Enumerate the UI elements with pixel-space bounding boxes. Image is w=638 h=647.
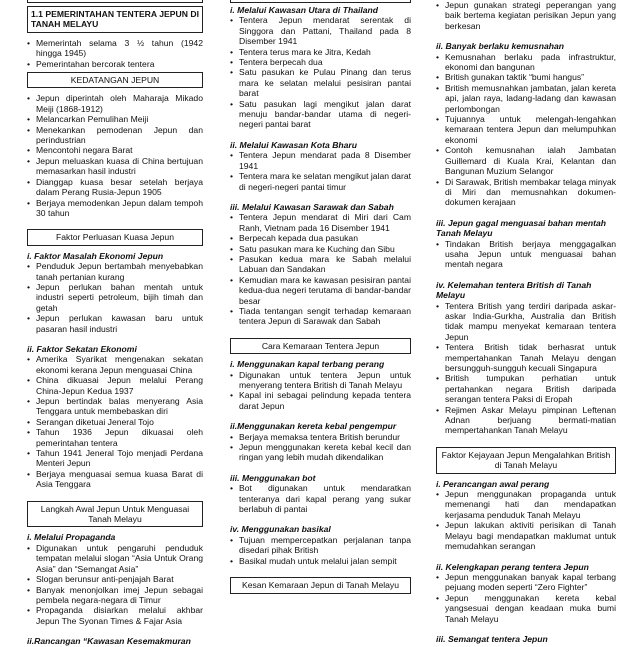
top-heading-box [27,0,203,3]
sarawak-title: iii. Melalui Kawasan Sarawak dan Sabah [230,201,394,212]
list-item: • Digunakan untuk pengaruhi penduduk tempatan melalui slogan “Asia Untuk Orang Asia” dan “Semangat Asia” [27,543,203,574]
list-item: • British tumpukan perhatian untuk pertahankan negara British daripada serangan tentera Paksi di Eropah [436,373,616,404]
top-list [436,0,616,31]
list-item: • Jepun perlukan bahan mentah untuk industri seperti petroleum, bijih timah dan getah [27,282,203,313]
list-item: • Jepun menggunakan kereta kebal kecil dan ringan yang lebih mudah dikendalikan [230,442,411,463]
list-item: • Penduduk Jepun bertambah menyebabkan tanah pertanian kurang [27,261,203,282]
column-1 [27,0,203,647]
column-3 [436,0,616,644]
bot-list [230,483,411,514]
list-item: • Tujuannya untuk melengah-lengahkan kemaraan tentera Jepun dan melumpuhkan ekonomi [436,114,616,145]
bot-title: iii. Menggunakan bot [230,472,316,483]
faktor-ekonomi-title: i. Faktor Masalah Ekonomi Jepun [27,250,164,261]
list-item: • Jepun bertindak balas menyerang Asia Tenggara untuk membebaskan diri [27,396,203,417]
list-item: • Dianggap kuasa besar setelah berjaya dalam Perang Rusia-Jepun 1905 [27,177,203,198]
list-item: • China dikuasai Jepun melalui Perang China-Jepun Kedua 1937 [27,375,203,396]
propaganda-list [27,543,203,626]
list-item: • Jepun gunakan strategi peperangan yang baik bertema kegiatan perisikan Jepun yang berkesan [436,0,616,31]
list-item: • Kemudian mara ke kawasan pesisiran pantai kedua-dua negeri terutama di bandar-bandar besar [230,275,411,306]
langkah-title: Langkah Awal Jepun Untuk Menguasai Tanah Melayu [27,501,203,528]
list-item: • Melancarkan Pemulihan Meiji [27,114,203,124]
list-item: • Satu pasukan ke Pulau Pinang dan terus mara ke selatan melalui pesisiran pantai barat [230,67,411,98]
kesan-title: Kesan Kemaraan Jepun di Tanah Melayu [230,577,411,593]
list-item: • Serangan diketuai Jeneral Tojo [27,417,203,427]
list-item: • Jepun menggunakan propaganda untuk memenangi hati dan mendapatkan kerjasama penduduk Tanah Melayu [436,489,616,520]
section-title-box [27,6,203,33]
list-item: • Basikal mudah untuk melalui jalan sempit [230,556,411,566]
perang-title: i. Menggunakan kapal terbang perang [230,359,385,370]
list-item: • Slogan berunsur anti-penjajah Barat [27,574,203,584]
list-item: • Jepun diperintah oleh Maharaja Mikado Meiji (1868-1912) [27,93,203,114]
list-item: • Berjaya menguasai semua kuasa Barat di Asia Tenggara [27,469,203,490]
list-item: • Jepun perlukan kawasan baru untuk pasaran hasil industri [27,313,203,334]
list-item: • Tentera berpecah dua [230,57,411,67]
kelengkapan-list [436,572,616,624]
list-item: • Banyak menonjolkan imej Jepun sebagai pembela negara-negara di Timur [27,585,203,606]
list-item: • Menekankan pemodenan Jepun dan perindustrian [27,125,203,146]
list-item: • Mencontohi negara Barat [27,145,203,155]
list-item: • Tentera terus mara ke Jitra, Kedah [230,47,411,57]
list-item: • Tujuan mempercepatkan perjalanan tanpa disedari pihak British [230,535,411,556]
list-item: • Tahun 1936 Jepun dikuasai oleh pemerintahan tentera [27,427,203,448]
faktor-ekonomi-list [27,261,203,334]
list-item: • Kemusnahan berlaku pada infrastruktur, ekonomi dan bangunan [436,52,616,73]
intro-list [27,38,203,69]
rancangan-title: ii.Rancangan “Kawasan Kesemakmuran [27,636,191,647]
list-item: • Jepun menggunakan kereta kebal yangsesuai dengan keadaan muka bumi Tanah Melayu [436,593,616,624]
propaganda-title: i. Melalui Propaganda [27,532,116,543]
kota-bharu-title: ii. Melalui Kawasan Kota Bharu [230,139,358,150]
list-item: • Amerika Syarikat mengenakan sekatan ekonomi kerana Jepun menguasai China [27,354,203,375]
kedatangan-title: KEDATANGAN JEPUN [27,72,203,88]
list-item: • Tentera Jepun mendarat pada 8 Disember 1941 [230,150,411,171]
list-item: • Propaganda disiarkan melalui akhbar Jepun The Syonan Times & Fajar Asia [27,605,203,626]
cara-title: Cara Kemaraan Tentera Jepun [230,338,411,354]
kelemahan-title: iv. Kelemahan tentera British di Tanah Melayu [436,279,592,301]
list-item: • Memerintah selama 3 ½ tahun (1942 hingga 1945) [27,38,203,59]
sekatan-title: ii. Faktor Sekatan Ekonomi [27,343,137,354]
section-title: 1.1 PEMERINTAHAN TENTERA JEPUN DI TANAH MELAYU [31,9,199,30]
list-item: • Berpecah kepada dua pasukan [230,233,411,243]
list-item: • Tiada tentangan sengit terhadap kemaraan tentera Jepun di Sarawak dan Sabah [230,306,411,327]
basikal-title: iv. Menggunakan basikal [230,524,331,535]
kejayaan-title: Faktor Kejayaan Jepun Mengalahkan British di Tanah Melayu [436,447,616,474]
kebal-list [230,432,411,463]
perancangan-list [436,489,616,551]
list-item: • Tentera Jepun mendarat di Miri dari Cam Ranh, Vietnam pada 16 Disember 1941 [230,212,411,233]
kota-bharu-list [230,150,411,192]
list-item: • Bot digunakan untuk mendaratkan tenteranya dari kapal perang yang sukar berlabuh di pantai [230,483,411,514]
list-item: • Pasukan kedua mara ke Sabah melalui Labuan dan Sandakan [230,254,411,275]
list-item: • Rejimen Askar Melayu pimpinan Leftenan Adnan berjuang bermati-matian mempertahankan Tanah Melayu [436,405,616,436]
list-item: • Kapal ini sebagai pelindung kepada tentera darat Jepun [230,390,411,411]
perang-list [230,370,411,412]
kelemahan-list [436,301,616,436]
list-item: • British memusnahkan jambatan, jalan kereta api, jalan raya, ladang-ladang dan kawasan perlombongan [436,83,616,114]
list-item: • British gunakan taktik “bumi hangus” [436,72,616,82]
gagal-list [436,239,616,270]
kedatangan-list [27,93,203,218]
utara-title: i. Melalui Kawasan Utara di Thailand [230,5,379,15]
list-item: • Jepun lakukan aktiviti perisikan di Tanah Melayu bagi mendapatkan maklumat untuk memudahkan serangan [436,520,616,551]
utara-list [230,15,411,129]
basikal-list [230,535,411,566]
banyak-list [436,52,616,208]
list-item: • Digunakan untuk tentera Jepun untuk menyerang tentera British di Tanah Melayu [230,370,411,391]
list-item: • Jepun meluaskan kuasa di China bertujuan memasarkan hasil industri [27,156,203,177]
list-item: • Tentera British tidak berhasrat untuk mempertahankan Tanah Melayu dengan bersungguh-sungguh kecuali Singapura [436,342,616,373]
list-item: • Satu pasukan lagi mengikut jalan darat menuju bandar-bandar utama di negeri-negeri pantai barat [230,99,411,130]
list-item: • Contoh kemusnahan ialah Jambatan Guillemard di Kuala Krai, Kelantan dan Bangunan Muzium Selangor [436,145,616,176]
list-item: • Tentera mara ke selatan mengikut jalan darat di negeri-negeri pantai timur [230,171,411,192]
list-item: • Di Sarawak, British membakar telaga minyak di Miri dan memusnahkan dokumen-dokumen kerajaan [436,177,616,208]
list-item: • Berjaya memaksa tentera British berundur [230,432,411,442]
list-item: • Berjaya memodenkan Jepun dalam tempoh 30 tahun [27,198,203,219]
kebal-title: ii.Menggunakan kereta kebal pengempur [230,421,397,432]
kelengkapan-title: ii. Kelengkapan perang tentera Jepun [436,561,589,572]
top-box-edge [230,0,411,3]
sekatan-list [27,354,203,489]
list-item: • Tindakan British berjaya menggagalkan usaha Jepun untuk menguasai bahan mentah negara [436,239,616,270]
sarawak-list [230,212,411,326]
list-item: • Tentera British yang terdiri daripada askar-askar India-Gurkha, Australia dan British tidak mampu menyekat kemaraan tentera Jepun [436,301,616,343]
list-item: • Tentera Jepun mendarat serentak di Singgora dan Pattani, Thailand pada 8 Disember 1941 [230,15,411,46]
perancangan-title: i. Perancangan awal perang [436,478,550,489]
faktor-title: Faktor Perluasan Kuasa Jepun [27,229,203,245]
list-item: • Satu pasukan mara ke Kuching dan Sibu [230,244,411,254]
banyak-title: ii. Banyak berlaku kemusnahan [436,41,565,52]
list-item: • Jepun menggunakan banyak kapal terbang pejuang moden seperti “Zero Fighter” [436,572,616,593]
column-2 [230,0,411,599]
list-item: • Tahun 1941 Jeneral Tojo menjadi Perdana Menteri Jepun [27,448,203,469]
gagal-title: iii. Jepun gagal menguasai bahan mentah Tanah Melayu [436,217,607,239]
list-item: • Pemerintahan bercorak tentera [27,59,203,69]
semangat-title: iii. Semangat tentera Jepun [436,633,548,644]
